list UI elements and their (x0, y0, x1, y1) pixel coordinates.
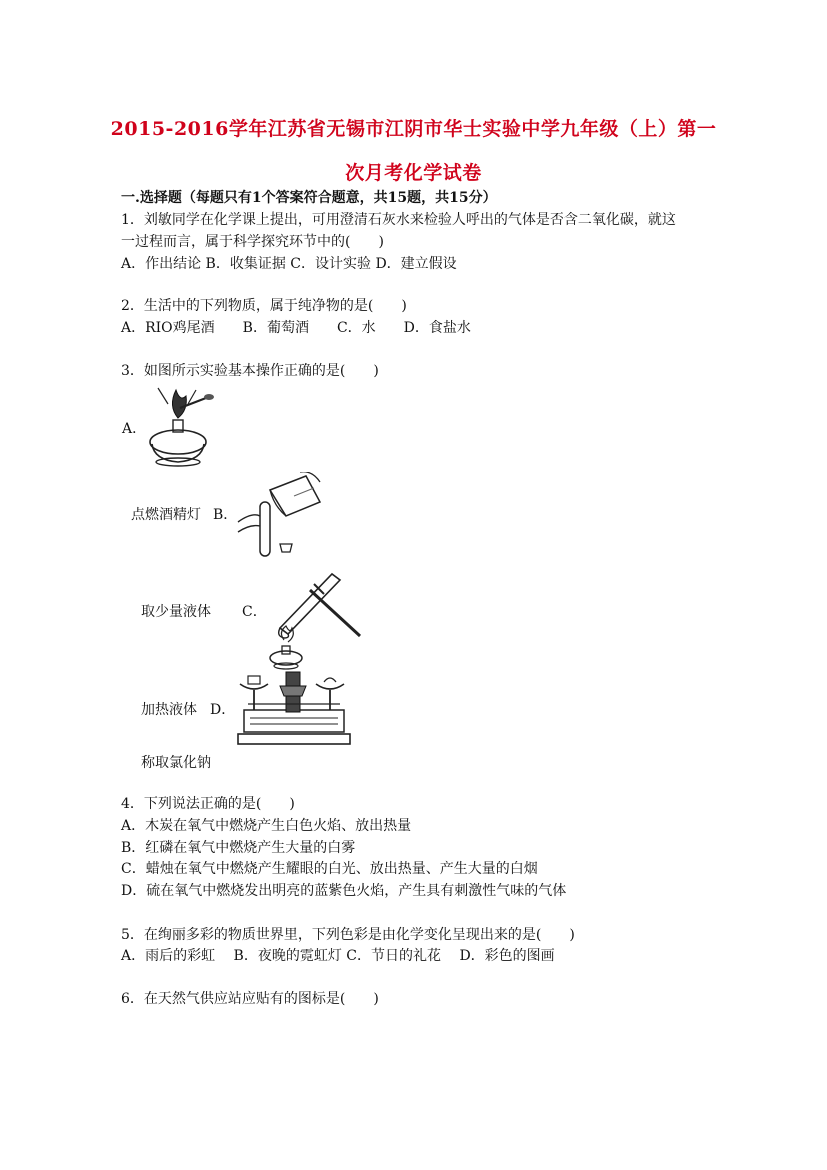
alcohol-lamp-lighting-illustration (144, 384, 224, 470)
q3-option-b-letter: B． (213, 507, 238, 523)
q4-option-d: D．硫在氧气中燃烧发出明亮的蓝紫色火焰，产生具有刺激性气味的气体 (121, 883, 567, 899)
exam-title-line1: 2015-2016学年江苏省无锡市江阴市华士实验中学九年级（上）第一 (110, 118, 717, 140)
q3-option-b-caption: 取少量液体 (141, 604, 211, 620)
heating-liquid-illustration (262, 566, 366, 670)
q6-stem: 6．在天然气供应站应贴有的图标是( ) (121, 991, 379, 1007)
q3-option-a-caption: 点燃酒精灯 (131, 507, 201, 523)
q2-options: A．RIO鸡尾酒 B．葡萄酒 C．水 D．食盐水 (121, 320, 471, 336)
q2-stem: 2．生活中的下列物质，属于纯净物的是( ) (121, 298, 407, 314)
taking-liquid-illustration (234, 472, 324, 558)
q3-stem: 3．如图所示实验基本操作正确的是( ) (121, 363, 379, 379)
q5-options: A．雨后的彩虹 B．夜晚的霓虹灯 C．节日的礼花 D．彩色的图画 (121, 948, 555, 964)
q3-option-c-letter: C． (242, 604, 267, 620)
q3-option-d-caption: 称取氯化钠 (141, 755, 211, 771)
section-heading: 一.选择题（每题只有1个答案符合题意，共15题，共15分） (121, 190, 497, 206)
balance-weighing-illustration (234, 666, 352, 748)
q1-stem-line1: 1．刘敏同学在化学课上提出，可用澄清石灰水来检验人呼出的气体是否含二氧化碳，就这 (121, 212, 676, 228)
q1-options: A．作出结论 B．收集证据 C．设计实验 D．建立假设 (121, 256, 457, 272)
q3-option-a-letter: A． (122, 421, 147, 437)
q3-option-d-letter: D． (210, 702, 236, 718)
q4-option-b: B．红磷在氧气中燃烧产生大量的白雾 (121, 840, 356, 856)
q4-stem: 4．下列说法正确的是( ) (121, 796, 295, 812)
q3-option-c-caption: 加热液体 (141, 702, 197, 718)
q5-stem: 5．在绚丽多彩的物质世界里，下列色彩是由化学变化呈现出来的是( ) (121, 927, 575, 943)
exam-title-line2: 次月考化学试卷 (345, 162, 482, 184)
q4-option-c: C．蜡烛在氧气中燃烧产生耀眼的白光、放出热量、产生大量的白烟 (121, 861, 538, 877)
q1-stem-line2: 一过程而言，属于科学探究环节中的( ) (121, 234, 384, 250)
q4-option-a: A．木炭在氧气中燃烧产生白色火焰、放出热量 (121, 818, 412, 834)
